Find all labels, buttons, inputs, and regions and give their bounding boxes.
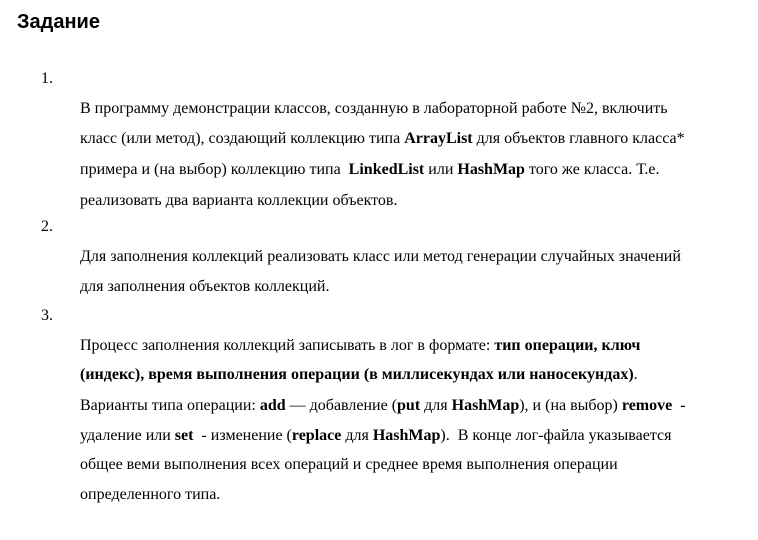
text-segment: для: [341, 427, 373, 444]
task-item-number: 2.: [41, 218, 53, 235]
code-term-put: put: [397, 397, 421, 414]
code-term-remove: remove: [621, 397, 673, 414]
text-segment: — добавление (: [285, 397, 398, 414]
emphasis-text: тип операции, ключ: [494, 337, 641, 354]
text-segment: для объектов главного класса*: [472, 130, 685, 147]
text-segment: удаление или: [80, 427, 175, 444]
code-term-replace: replace: [291, 427, 342, 444]
task-item-number: 1.: [41, 70, 53, 87]
code-term-arraylist: ArrayList: [404, 130, 473, 147]
code-term-linkedlist: LinkedList: [348, 161, 425, 178]
text-segment: ), и (на выбор): [519, 397, 622, 414]
text-segment: того же класса. Т.е.: [524, 161, 660, 178]
text-segment: или: [424, 161, 458, 178]
text-segment: примера и (на выбор) коллекцию типа: [80, 161, 349, 178]
text-segment: В программу демонстрации классов, созданную в лабораторной работе №2, включить: [80, 100, 668, 117]
text-segment: Для заполнения коллекций реализовать класс или метод генерации случайных значений: [80, 248, 681, 265]
text-segment: реализовать два варианта коллекции объектов.: [80, 192, 398, 209]
emphasis-text: (индекс), время выполнения операции (в миллисекундах или наносекундах): [80, 366, 634, 383]
text-segment: - изменение (: [193, 427, 292, 444]
task-text-line: [64, 450, 220, 540]
code-term-set: set: [174, 427, 194, 444]
code-term-hashmap: HashMap: [372, 427, 441, 444]
text-segment: -: [672, 397, 686, 414]
text-segment: Процесс заполнения коллекций записывать в лог в формате:: [80, 337, 495, 354]
code-term-add: add: [259, 397, 286, 414]
text-segment: для: [420, 397, 452, 414]
text-segment: общее веми выполнения всех операций и среднее время выполнения операции: [80, 456, 618, 473]
text-segment: Варианты типа операции:: [80, 397, 260, 414]
text-segment: ). В конце лог-файла указывается: [440, 427, 672, 444]
text-segment: .: [633, 366, 638, 383]
page-title: Задание: [17, 11, 100, 33]
task-item-number: 3.: [41, 307, 53, 324]
text-segment: для заполнения объектов коллекций.: [80, 278, 330, 295]
code-term-hashmap: HashMap: [451, 397, 520, 414]
text-segment: класс (или метод), создающий коллекцию типа: [80, 130, 405, 147]
text-segment: определенного типа.: [80, 486, 221, 503]
code-term-hashmap: HashMap: [457, 161, 525, 178]
